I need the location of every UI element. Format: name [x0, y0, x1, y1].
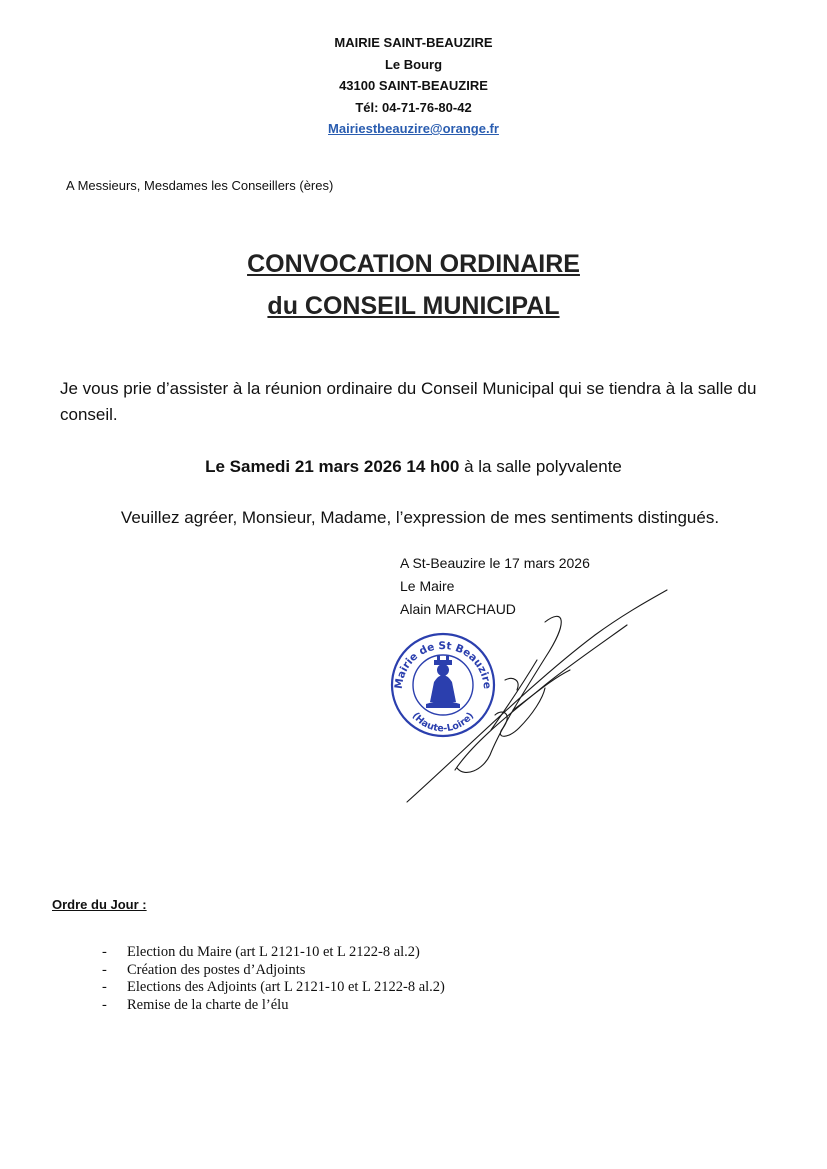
- meeting-date-line: [0, 457, 827, 477]
- mairie-phone: Tél: 04-71-76-80-42: [355, 99, 472, 115]
- meeting-place: à la salle polyvalente: [459, 457, 622, 476]
- agenda-item: - Remise de la charte de l’élu: [102, 996, 289, 1013]
- mairie-header: [0, 32, 827, 140]
- agenda-item: - Création des postes d’Adjoints: [102, 961, 306, 978]
- meeting-date: Le Samedi 21 mars 2026 14 h00: [205, 457, 460, 476]
- addressee-line: A Messieurs, Mesdames les Conseillers (ères): [66, 178, 334, 193]
- intro-paragraph: Je vous prie d’assister à la réunion ordinaire du Conseil Municipal qui se tiendra à la salle du conseil.: [60, 379, 757, 424]
- salutation: Veuillez agréer, Monsieur, Madame, l’expression de mes sentiments distingués.: [120, 508, 720, 527]
- signer-role: Le Maire: [400, 578, 455, 594]
- agenda-list: [100, 944, 445, 1014]
- agenda-item: - Election du Maire (art L 2121-10 et L 2122-8 al.2): [102, 944, 420, 960]
- document-title-line2: du CONSEIL MUNICIPAL: [267, 292, 560, 320]
- mairie-street: Le Bourg: [384, 56, 443, 72]
- stamp-top-text: Mairie de St Beauzire: [392, 639, 494, 690]
- agenda-item: - Elections des Adjoints (art L 2121-10 et L 2122-8 al.2): [102, 979, 445, 995]
- place-date: A St-Beauzire le 17 mars 2026: [400, 555, 590, 571]
- agenda-title: Ordre du Jour :: [52, 897, 147, 912]
- mayor-signature: [392, 580, 685, 810]
- mairie-name: MAIRIE SAINT-BEAUZIRE: [334, 35, 493, 50]
- mairie-city: 43100 SAINT-BEAUZIRE: [339, 78, 488, 93]
- mairie-email-link[interactable]: Mairiestbeauzire@orange.fr: [328, 121, 499, 136]
- stamp-bottom-text: (Haute-Loire): [409, 710, 477, 735]
- signer-name: Alain MARCHAUD: [400, 601, 516, 617]
- document-title-line1: CONVOCATION ORDINAIRE: [247, 250, 580, 278]
